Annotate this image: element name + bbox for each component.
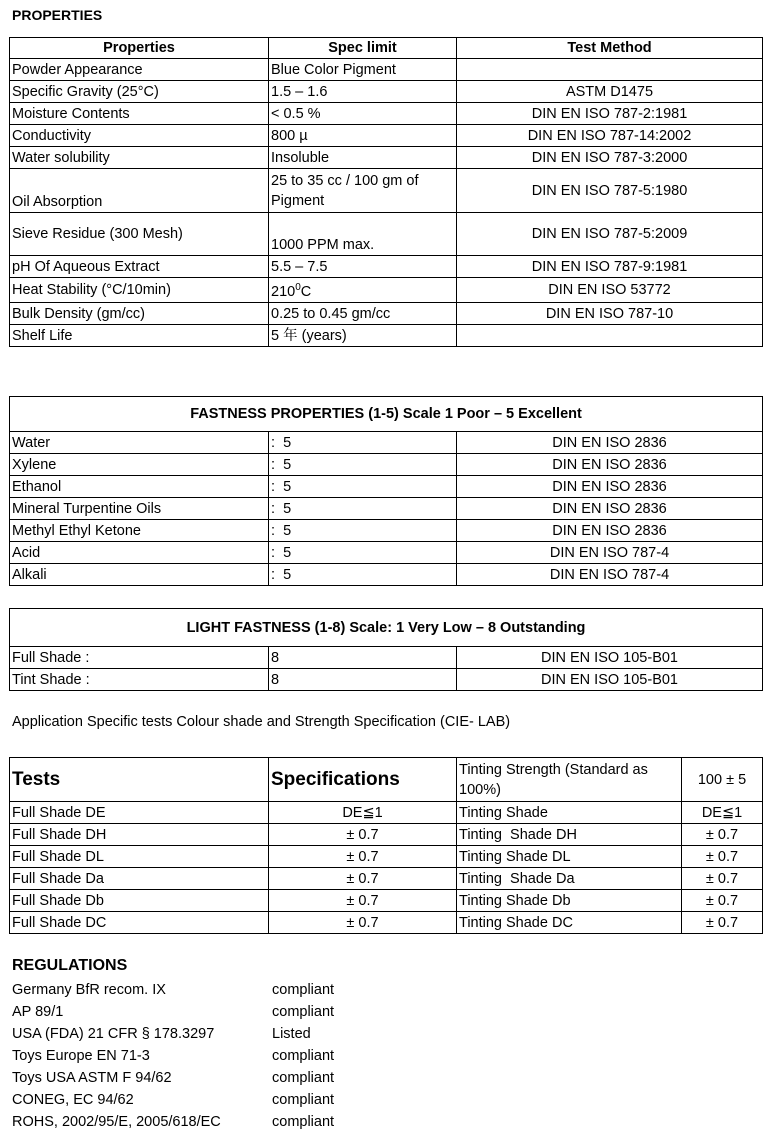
test-method: DIN EN ISO 2836 bbox=[457, 454, 763, 476]
table-row bbox=[10, 868, 763, 890]
test-name: Full Shade Da bbox=[10, 868, 269, 890]
regulation-name: AP 89/1 bbox=[12, 1004, 64, 1020]
property-name: Oil Absorption bbox=[10, 169, 269, 213]
regulation-status: compliant bbox=[272, 1048, 335, 1064]
property-name: Conductivity bbox=[10, 125, 269, 147]
property-name: Moisture Contents bbox=[10, 103, 269, 125]
test-method: DIN EN ISO 105-B01 bbox=[457, 647, 763, 669]
spec-value: DE≦1 bbox=[269, 802, 457, 824]
test-name: Full Shade Db bbox=[10, 890, 269, 912]
fastness-solvent: Methyl Ethyl Ketone bbox=[10, 520, 269, 542]
test-name: Full Shade DH bbox=[10, 824, 269, 846]
shade-name: Full Shade : bbox=[10, 647, 269, 669]
property-name: Water solubility bbox=[10, 147, 269, 169]
test-method: DIN EN ISO 787-4 bbox=[457, 564, 763, 586]
application-table bbox=[9, 757, 763, 934]
application-intro: Application Specific tests Colour shade and Strength Specification (CIE- LAB) bbox=[12, 714, 511, 730]
table-row bbox=[10, 476, 763, 498]
test-method: DIN EN ISO 787-5:1980 bbox=[457, 169, 763, 213]
spec-value: ± 0.7 bbox=[269, 846, 457, 868]
table-row bbox=[10, 303, 763, 325]
regulation-status: compliant bbox=[272, 1114, 335, 1130]
test-method: DIN EN ISO 787-5:2009 bbox=[457, 213, 763, 256]
fastness-solvent: Ethanol bbox=[10, 476, 269, 498]
property-name: Sieve Residue (300 Mesh) bbox=[10, 213, 269, 256]
regulation-status: compliant bbox=[272, 1004, 335, 1020]
fastness-rating: : 5 bbox=[269, 476, 457, 498]
spec-value bbox=[269, 169, 457, 213]
fastness-rating: : 5 bbox=[269, 454, 457, 476]
properties-title: PROPERTIES bbox=[12, 7, 103, 23]
table-row bbox=[10, 147, 763, 169]
tint-name: Tinting Shade DL bbox=[457, 846, 682, 868]
tint-name: Tinting Shade DH bbox=[457, 824, 682, 846]
fastness-solvent: Xylene bbox=[10, 454, 269, 476]
property-name: Bulk Density (gm/cc) bbox=[10, 303, 269, 325]
test-method: DIN EN ISO 2836 bbox=[457, 520, 763, 542]
regulation-name: CONEG, EC 94/62 bbox=[12, 1092, 134, 1108]
light-fastness-table bbox=[9, 608, 763, 691]
regulation-name: Toys USA ASTM F 94/62 bbox=[12, 1070, 172, 1086]
test-method: DIN EN ISO 105-B01 bbox=[457, 669, 763, 691]
table-row bbox=[10, 846, 763, 868]
fastness-rating: : 5 bbox=[269, 564, 457, 586]
col-header-spec-limit: Spec limit bbox=[269, 38, 457, 59]
spec-value: 800 µ bbox=[269, 125, 457, 147]
table-row bbox=[10, 103, 763, 125]
spec-value: ± 0.7 bbox=[269, 824, 457, 846]
spec-value: 1000 PPM max. bbox=[269, 213, 457, 256]
spec-value-line1: 25 to 35 cc / 100 gm of bbox=[271, 172, 419, 189]
fastness-rating: : 5 bbox=[269, 520, 457, 542]
fastness-rating: : 5 bbox=[269, 542, 457, 564]
table-row bbox=[10, 912, 763, 934]
table-row bbox=[10, 432, 763, 454]
table-row bbox=[10, 824, 763, 846]
table-row bbox=[10, 564, 763, 586]
table-row bbox=[10, 125, 763, 147]
fastness-solvent: Alkali bbox=[10, 564, 269, 586]
properties-table bbox=[9, 37, 763, 347]
fastness-solvent: Water bbox=[10, 432, 269, 454]
table-row bbox=[10, 256, 763, 278]
fastness-rating: : 5 bbox=[269, 432, 457, 454]
table-row bbox=[10, 802, 763, 824]
spec-value: 1.5 – 1.6 bbox=[269, 81, 457, 103]
test-method: DIN EN ISO 787-3:2000 bbox=[457, 147, 763, 169]
regulation-name: Toys Europe EN 71-3 bbox=[12, 1048, 150, 1064]
spec-value: ± 0.7 bbox=[269, 868, 457, 890]
spec-value: 5 年 (years) bbox=[269, 325, 457, 347]
spec-value: ± 0.7 bbox=[269, 912, 457, 934]
test-method: DIN EN ISO 53772 bbox=[457, 278, 763, 303]
spec-value: < 0.5 % bbox=[269, 103, 457, 125]
fastness-title: FASTNESS PROPERTIES (1-5) Scale 1 Poor – 5 Excellent bbox=[10, 397, 763, 432]
test-name: Full Shade DC bbox=[10, 912, 269, 934]
spec-value: ± 0.7 bbox=[269, 890, 457, 912]
table-row bbox=[10, 498, 763, 520]
table-row bbox=[10, 520, 763, 542]
col-header-properties: Properties bbox=[10, 38, 269, 59]
regulation-name: USA (FDA) 21 CFR § 178.3297 bbox=[12, 1026, 215, 1042]
test-method: DIN EN ISO 2836 bbox=[457, 498, 763, 520]
regulation-status: compliant bbox=[272, 982, 335, 998]
header-tinting-line1: Tinting Strength (Standard as bbox=[459, 761, 648, 778]
property-name: pH Of Aqueous Extract bbox=[10, 256, 269, 278]
test-method: DIN EN ISO 2836 bbox=[457, 432, 763, 454]
regulation-name: Germany BfR recom. IX bbox=[12, 982, 166, 998]
test-method bbox=[457, 325, 763, 347]
header-tinting-value: 100 ± 5 bbox=[682, 758, 763, 802]
tint-value: ± 0.7 bbox=[682, 868, 763, 890]
header-specifications: Specifications bbox=[269, 758, 457, 802]
table-row bbox=[10, 890, 763, 912]
light-rating: 8 bbox=[269, 647, 457, 669]
table-row bbox=[10, 669, 763, 691]
spec-number: 210 bbox=[271, 283, 296, 300]
tint-name: Tinting Shade DC bbox=[457, 912, 682, 934]
regulation-status: compliant bbox=[272, 1092, 335, 1108]
table-row bbox=[10, 542, 763, 564]
fastness-table bbox=[9, 396, 763, 586]
table-row bbox=[10, 278, 763, 303]
table-row bbox=[10, 454, 763, 476]
regulations-title: REGULATIONS bbox=[12, 957, 128, 974]
light-rating: 8 bbox=[269, 669, 457, 691]
spec-unit: C bbox=[300, 283, 312, 300]
header-tests: Tests bbox=[10, 758, 269, 802]
table-row bbox=[10, 325, 763, 347]
test-method: DIN EN ISO 2836 bbox=[457, 476, 763, 498]
property-name: Heat Stability (°C/10min) bbox=[10, 278, 269, 303]
fastness-solvent: Mineral Turpentine Oils bbox=[10, 498, 269, 520]
table-row bbox=[10, 81, 763, 103]
spec-value-line2: Pigment bbox=[271, 192, 325, 209]
property-name: Shelf Life bbox=[10, 325, 269, 347]
table-row bbox=[10, 59, 763, 81]
test-method: ASTM D1475 bbox=[457, 81, 763, 103]
spec-value bbox=[269, 278, 457, 303]
regulation-name: ROHS, 2002/95/E, 2005/618/EC bbox=[12, 1114, 221, 1130]
test-name: Full Shade DL bbox=[10, 846, 269, 868]
fastness-solvent: Acid bbox=[10, 542, 269, 564]
tint-value: DE≦1 bbox=[682, 802, 763, 824]
fastness-rating: : 5 bbox=[269, 498, 457, 520]
test-method bbox=[457, 59, 763, 81]
test-method: DIN EN ISO 787-2:1981 bbox=[457, 103, 763, 125]
regulation-status: Listed bbox=[272, 1026, 311, 1042]
degree-superscript: 0 bbox=[295, 282, 301, 294]
test-method: DIN EN ISO 787-9:1981 bbox=[457, 256, 763, 278]
test-method: DIN EN ISO 787-4 bbox=[457, 542, 763, 564]
tint-value: ± 0.7 bbox=[682, 912, 763, 934]
test-method: DIN EN ISO 787-10 bbox=[457, 303, 763, 325]
tint-value: ± 0.7 bbox=[682, 890, 763, 912]
property-name: Powder Appearance bbox=[10, 59, 269, 81]
spec-value: 5.5 – 7.5 bbox=[269, 256, 457, 278]
header-tinting-line2: 100%) bbox=[459, 781, 501, 798]
regulation-status: compliant bbox=[272, 1070, 335, 1086]
light-fastness-title: LIGHT FASTNESS (1-8) Scale: 1 Very Low – 8 Outstanding bbox=[10, 609, 763, 647]
tint-value: ± 0.7 bbox=[682, 824, 763, 846]
tint-value: ± 0.7 bbox=[682, 846, 763, 868]
table-row bbox=[10, 169, 763, 213]
table-row bbox=[10, 213, 763, 256]
tint-name: Tinting Shade Db bbox=[457, 890, 682, 912]
test-method: DIN EN ISO 787-14:2002 bbox=[457, 125, 763, 147]
tint-name: Tinting Shade Da bbox=[457, 868, 682, 890]
spec-value: Insoluble bbox=[269, 147, 457, 169]
header-tinting-strength bbox=[457, 758, 682, 802]
property-name: Specific Gravity (25°C) bbox=[10, 81, 269, 103]
table-row bbox=[10, 647, 763, 669]
spec-value: 0.25 to 0.45 gm/cc bbox=[269, 303, 457, 325]
spec-value: Blue Color Pigment bbox=[269, 59, 457, 81]
shade-name: Tint Shade : bbox=[10, 669, 269, 691]
tint-name: Tinting Shade bbox=[457, 802, 682, 824]
test-name: Full Shade DE bbox=[10, 802, 269, 824]
col-header-test-method: Test Method bbox=[457, 38, 763, 59]
